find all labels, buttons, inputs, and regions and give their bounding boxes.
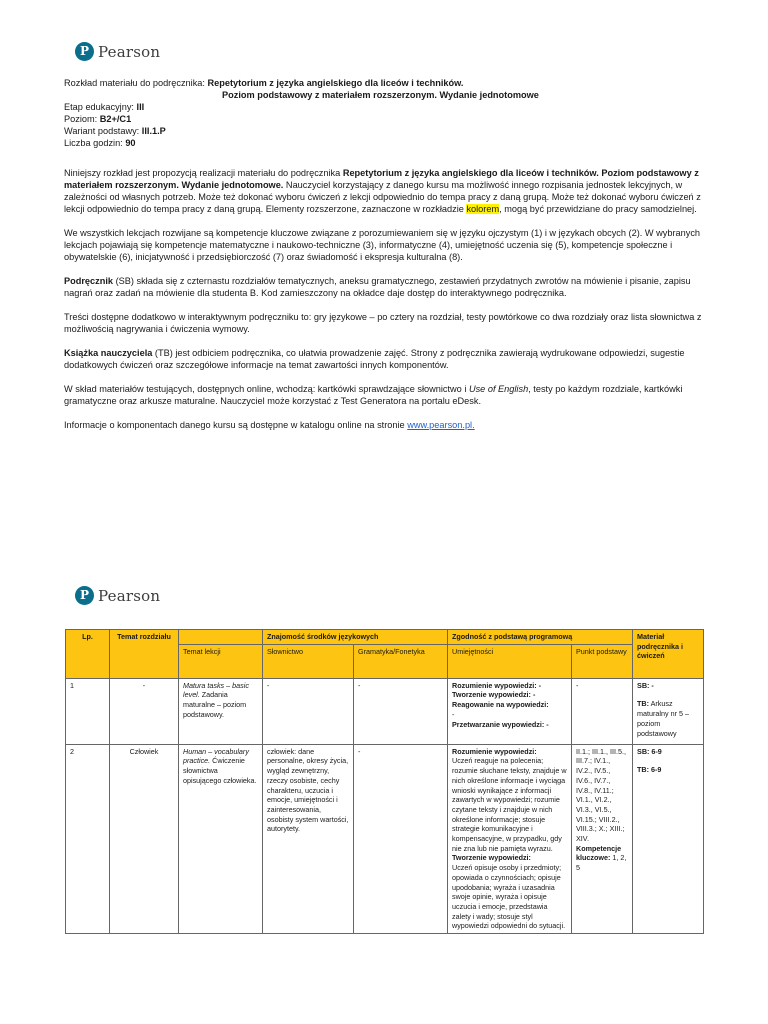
pearson-logo-icon: P (75, 42, 94, 61)
cell-punkt: II.1.; III.1., III.5., III.7.; IV.1., IV.2., IV.5., IV.6., IV.7., IV.8., IV.11.; VI.1., VI.2., VI.3., VI.5., VI.15.; VIII.2., VIII.3.; X.; XIII.; XIV. Kompetencje kluczowe: 1, 2, 5 (572, 744, 633, 933)
header-temat-lekcji: Temat lekcji (179, 644, 263, 678)
pearson-logo-page2 (75, 586, 160, 605)
header-umiejetnosci: Umiejętności (448, 644, 572, 678)
paragraph-catalog: Informacje o komponentach danego kursu są dostępne w katalogu online na stronie www.pearson.pl. (64, 420, 475, 430)
highlight-kolorem: kolorem (466, 204, 500, 214)
paragraph-interactive: Treści dostępne dodatkowo w interaktywnym podręczniku to: gry językowe – po cztery na rozdział, testy powtórkowe co dwa rozdziały oraz lista słownictwa z możliwością nagrywania i ćwiczenia wymowy. (64, 312, 702, 334)
header-temat-rozdzialu: Temat rozdziału (110, 630, 179, 679)
header-gramatyka: Gramatyka/Fonetyka (354, 644, 448, 678)
paragraph-competences: We wszystkich lekcjach rozwijane są kompetencje kluczowe związane z porozumiewaniem się w języku ojczystym (1) i w językach obcych (2). W wybranych lekcjach pojawiają się kompetencje matematyczne i naukowo-techniczne (3), informatyczne (4), umiejętność uczenia się (5), kompetencje społeczne i obywatelskie (6), inicjatywność i przedsiębiorczość (7) oraz świadomość i ekspresja kulturalna (8). (64, 228, 701, 262)
godziny-line: Liczba godzin: 90 (64, 138, 136, 148)
header-punkt: Punkt podstawy (572, 644, 633, 678)
paragraph-teacher-book: Książka nauczyciela (TB) jest odbiciem podręcznika, co ułatwia prowadzenie zajęć. Strony z podręcznika zawierają wydrukowane odpowiedzi, sugestie dodatkowych ćwiczeń oraz szczegółowe informacje na temat zawartości innych komponentów. (64, 348, 685, 370)
syllabus-title-line: Rozkład materiału do podręcznika: Repetytorium z języka angielskiego dla liceów i techników. (64, 78, 464, 88)
cell-punkt: - (572, 678, 633, 744)
cell-lp: 1 (66, 678, 110, 744)
paragraph-purpose: Niniejszy rozkład jest propozycją realizacji materiału do podręcznika Repetytorium z języka angielskiego dla liceów i techników. Poziom podstawowy z materiałem rozszerzonym. Wydanie jednotomowe. Nauczyciel korzystający z danego kursu ma możliwość innego rozpisania jednostek lekcyjnych, w zależności od własnych potrzeb. Może też dokonać wyboru ćwiczeń z lekcji odpowiednio do tempa pracy z daną grupą. Może też dokonać wyboru ćwiczeń z lekcji odpowiednio do tempa pracy z daną grupą. Elementy rozszerzone, zaznaczone w rozkładzie kolorem, mogą być przewidziane do pracy samodzielnej. (64, 168, 701, 214)
cell-lekcja: Human – vocabulary practice. Ćwiczenie słownictwa opisującego człowieka. (179, 744, 263, 933)
cell-temat: - (110, 678, 179, 744)
paragraph-tests: W skład materiałów testujących, dostępnych online, wchodzą: kartkówki sprawdzające słownictwo i Use of English, testy po każdym rozdziale, kartkówki gramatyczne oraz arkusze maturalne. Nauczyciel może korzystać z Test Generatora na portalu eDesk. (64, 384, 683, 406)
cell-temat: Człowiek (110, 744, 179, 933)
table-row (66, 678, 704, 744)
poziom-line: Poziom: B2+/C1 (64, 114, 132, 124)
pearson-logo-icon: P (75, 586, 94, 605)
cell-slownictwo: człowiek: dane personalne, okresy życia, wygląd zewnętrzny, rzeczy osobiste, cechy charakteru, uczucia i emocje, umiejętności i zainteresowania, osobisty system wartości, autorytety. (263, 744, 354, 933)
textbook-subtitle: Poziom podstawowy z materiałem rozszerzonym. Wydanie jednotomowe (222, 90, 539, 100)
paragraph-textbook: Podręcznik (SB) składa się z czternastu rozdziałów tematycznych, aneksu gramatycznego, zestawień przydatnych zwrotów na mówienie i pisanie, zapisu nagrań oraz zadań na mówienie dla studenta B. Kod zamieszczony na okładce daje dostęp do interaktywnego podręcznika. (64, 276, 691, 298)
cell-material: SB: 6-9 TB: 6-9 (633, 744, 704, 933)
cell-lekcja: Matura tasks – basic level. Zadania maturalne – poziom podstawowy. (179, 678, 263, 744)
cell-lp: 2 (66, 744, 110, 933)
syllabus-table (65, 629, 704, 934)
header-material: Materiał podręcznika i ćwiczeń (633, 630, 704, 679)
etap-line: Etap edukacyjny: III (64, 102, 145, 112)
cell-gramatyka: - (354, 678, 448, 744)
pearson-logo-wordmark: Pearson (98, 42, 161, 61)
cell-material: SB: - TB: Arkusz maturalny nr 5 – poziom podstawowy (633, 678, 704, 744)
header-zgodnosc: Zgodność z podstawą programową (448, 630, 633, 645)
pearson-website-link[interactable]: www.pearson.pl. (407, 420, 475, 430)
cell-umiejetnosci: Rozumienie wypowiedzi: Uczeń reaguje na polecenia; rozumie słuchane teksty, znajduje w nich określone informacje i wyciąga wnioski wynikające z informacji zawartych w wypowiedzi; rozumie czytane teksty i znajduje w nich określone informacje; stosuje strategie komunikacyjne i kompensacyjne, w przypadku, gdy nie zna lub nie pamięta wyrazu. Tworzenie wypowiedzi: Uczeń opisuje osoby i przedmioty; opowiada o czynnościach; opisuje upodobania; wyraża i uzasadnia swoje opinie, wyraża i opisuje uczucia i emocje, przedstawia zalety i wady; stosuje styl wypowiedzi odpowiedni do sytuacji. (448, 744, 572, 933)
cell-slownictwo: - (263, 678, 354, 744)
textbook-title: Repetytorium z języka angielskiego dla liceów i techników. (207, 78, 464, 88)
intro-paragraphs (64, 167, 704, 431)
syllabus-header (64, 77, 704, 149)
cell-gramatyka: - (354, 744, 448, 933)
pearson-logo-wordmark: Pearson (98, 586, 161, 605)
cell-umiejetnosci: Rozumienie wypowiedzi: - Tworzenie wypowiedzi: - Reagowanie na wypowiedzi: - Przetwarzanie wypowiedzi: - (448, 678, 572, 744)
pearson-logo (75, 42, 160, 61)
header-slownictwo: Słownictwo (263, 644, 354, 678)
header-lp: Lp. (66, 630, 110, 679)
table-row (66, 744, 704, 933)
wariant-line: Wariant podstawy: III.1.P (64, 126, 166, 136)
header-znajomosc: Znajomość środków językowych (263, 630, 448, 645)
